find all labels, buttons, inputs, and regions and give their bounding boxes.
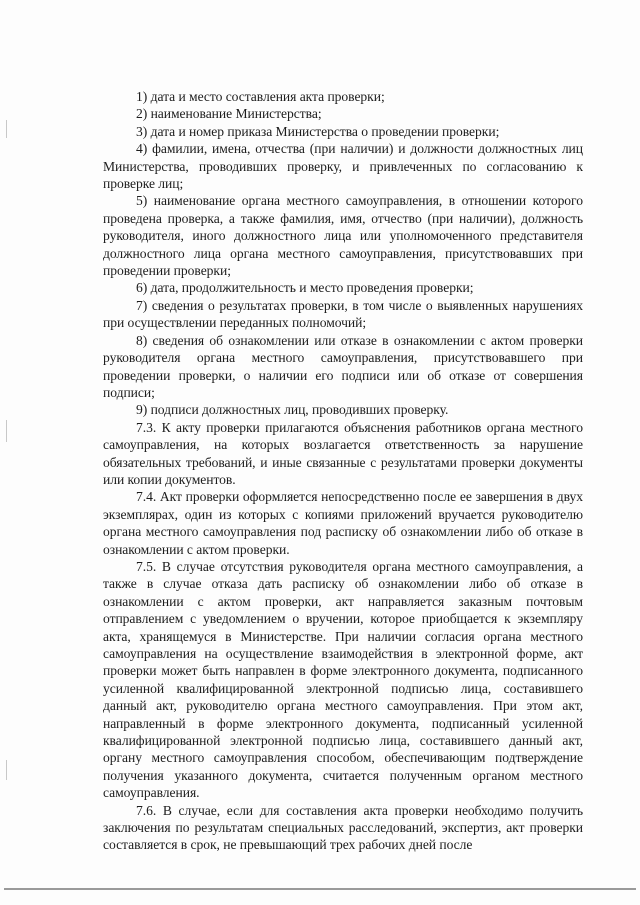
- scan-edge-mark: [6, 120, 7, 138]
- list-item-8: 8) сведения об ознакомлении или отказе в ознакомлении с актом проверки руководителя органа местного самоуправления, присутствовавшего при проведении проверки, о наличии его подписи или об отказе от совершения подписи;: [103, 332, 583, 400]
- list-item-6: 6) дата, продолжительность и место проведения проверки;: [136, 280, 474, 296]
- list-item-3: 3) дата и номер приказа Министерства о проведении проверки;: [136, 123, 500, 139]
- clause-7-6: 7.6. В случае, если для составления акта проверки необходимо получить заключения по результатам специальных расследований, экспертиз, акт проверки составляется в срок, не превышающий трех рабочих дней после: [103, 802, 583, 853]
- list-item-5: 5) наименование органа местного самоуправления, в отношении которого проведена проверка, а также фамилия, имя, отчество (при наличии), должность руководителя, иного должностного лица или уполномоченного представителя должностного лица органа местного самоуправления, присутствовавших при проведении проверки;: [103, 193, 583, 279]
- scan-bottom-edge: [4, 888, 636, 890]
- clause-7-4: 7.4. Акт проверки оформляется непосредственно после ее завершения в двух экземплярах, один из которых с копиями приложений вручается руководителю органа местного самоуправления под расписку об ознакомлении либо об отказе в ознакомлении с актом проверки.: [103, 489, 583, 557]
- list-item-2: 2) наименование Министерства;: [136, 106, 322, 122]
- list-item-4: 4) фамилии, имена, отчества (при наличии) и должности должностных лиц Министерства, проводивших проверку, и привлеченных по согласованию к проверке лиц;: [103, 141, 583, 192]
- scan-edge-mark: [6, 760, 7, 780]
- list-item-1: 1) дата и место составления акта проверки;: [136, 89, 385, 104]
- list-item-7: 7) сведения о результатах проверки, в том числе о выявленных нарушениях при осуществлении переданных полномочий;: [103, 297, 583, 331]
- scan-edge-mark: [6, 420, 7, 442]
- clause-7-3: 7.3. К акту проверки прилагаются объяснения работников органа местного самоуправления, на которых возлагается ответственность за нарушение обязательных требований, и иные связанные с результатами проверки документы или копии документов.: [103, 419, 583, 487]
- document-body: [103, 88, 583, 854]
- clause-7-5: 7.5. В случае отсутствия руководителя органа местного самоуправления, а также в случае отказа дать расписку об ознакомлении либо об отказе в ознакомлении с актом проверки, акт направляется заказным почтовым отправлением с уведомлением о вручении, которое приобщается к экземпляру акта, хранящемуся в Министерстве. При наличии согласия органа местного самоуправления на осуществление взаимодействия в электронной форме, акт проверки может быть направлен в форме электронного документа, подписанного усиленной квалифицированной электронной подписью лица, составившего данный акт, руководителю органа местного самоуправления. При этом акт, направленный в форме электронного документа, подписанный усиленной квалифицированной электронной подписью лица, составившего данный акт, органу местного самоуправления способом, обеспечивающим подтверждение получения указанного документа, считается полученным органом местного самоуправления.: [103, 558, 583, 801]
- list-item-9: 9) подписи должностных лиц, проводивших проверку.: [136, 402, 449, 418]
